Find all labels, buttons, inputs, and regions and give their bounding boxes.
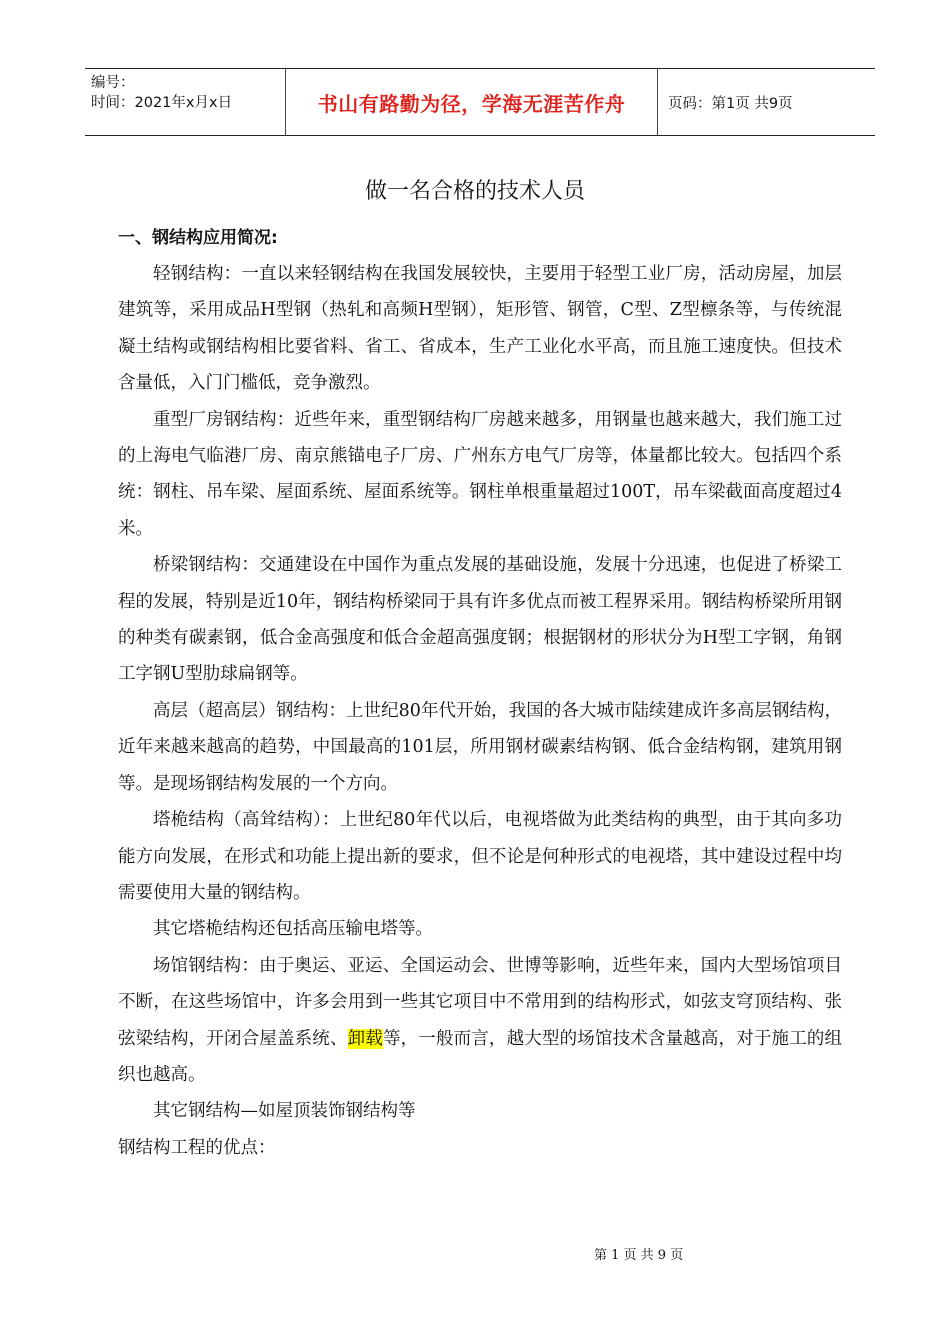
footer-page-number: 第 1 页 共 9 页: [594, 1248, 684, 1263]
page-label: 页码：第1页 共9页: [668, 95, 793, 112]
header-page-cell: [658, 69, 875, 135]
number-label: 编号：: [91, 75, 135, 91]
paragraph-light-steel: 轻钢结构：一直以来轻钢结构在我国发展较快，主要用于轻型工业厂房，活动房屋，加层建筑等，采用成品H型钢（热轧和高频H型钢），矩形管、钢管，C型、Z型檩条等，与传统混凝土结构或钢结构相比要省料、省工、省成本，生产工业化水平高，而且施工速度快。但技术含量低，入门门槛低，竞争激烈。: [118, 264, 842, 394]
stadium-text-after: 等，一般而言，越大型的场馆技术含量越高，对于施工的组织也越高。: [118, 1028, 843, 1085]
paragraph-tower: 塔桅结构（高耸结构）：上世纪80年代以后，电视塔做为此类结构的典型，由于其向多功能方向发展，在形式和功能上提出新的要求，但不论是何种形式的电视塔，其中建设过程中均需要使用大量的钢结构。: [118, 810, 842, 903]
section-heading: 一、钢结构应用简况:: [118, 228, 278, 248]
motto-text: 书山有路勤为径，学海无涯苦作舟: [317, 91, 626, 116]
paragraph-stadium: [118, 948, 842, 1094]
header-table: [85, 68, 875, 136]
paragraph-heavy-plant: 重型厂房钢结构：近些年来，重型钢结构厂房越来越多，用钢量也越来越大，我们施工过的上海电气临港厂房、南京熊锚电子厂房、广州东方电气厂房等，体量都比较大。包括四个系统：钢柱、吊车梁、屋面系统、屋面系统等。钢柱单根重量超过100T，吊车梁截面高度超过4米。: [118, 409, 842, 539]
paragraph-other-steel: 其它钢结构—如屋顶装饰钢结构等: [153, 1101, 416, 1122]
paragraph-high-rise: 高层（超高层）钢结构：上世纪80年代开始，我国的各大城市陆续建成许多高层钢结构，近年来越来越高的趋势，中国最高的101层，所用钢材碳素结构钢、低合金结构钢，建筑用钢等。是现场钢结构发展的一个方向。: [118, 700, 842, 794]
document-title: 做一名合格的技术人员: [364, 179, 585, 204]
highlighted-term: 卸载: [347, 1028, 383, 1049]
document-body: [118, 220, 842, 1166]
paragraph-other-tower: 其它塔桅结构还包括高压输电塔等。: [153, 919, 433, 940]
header-info-cell: [85, 69, 286, 135]
header-motto-cell: [286, 69, 658, 135]
paragraph-bridge: 桥梁钢结构：交通建设在中国作为重点发展的基础设施，发展十分迅速，也促进了桥梁工程的发展，特别是近10年，钢结构桥梁同于具有许多优点而被工程界采用。钢结构桥梁所用钢的种类有碳素钢，低合金高强度和低合金超高强度钢；根据钢材的形状分为H型工字钢，角钢工字钢U型肋球扁钢等。: [118, 555, 842, 685]
advantages-heading: 钢结构工程的优点：: [118, 1137, 276, 1158]
stadium-text-before: 场馆钢结构：由于奥运、亚运、全国运动会、世博等影响，近些年来，国内大型场馆项目不断，在这些场馆中，许多会用到一些其它项目中不常用到的结构形式，如弦支穹顶结构、张弦梁结构，开闭合屋盖系统、: [118, 955, 842, 1049]
time-label: 时间：2021年x月x日: [91, 95, 233, 111]
